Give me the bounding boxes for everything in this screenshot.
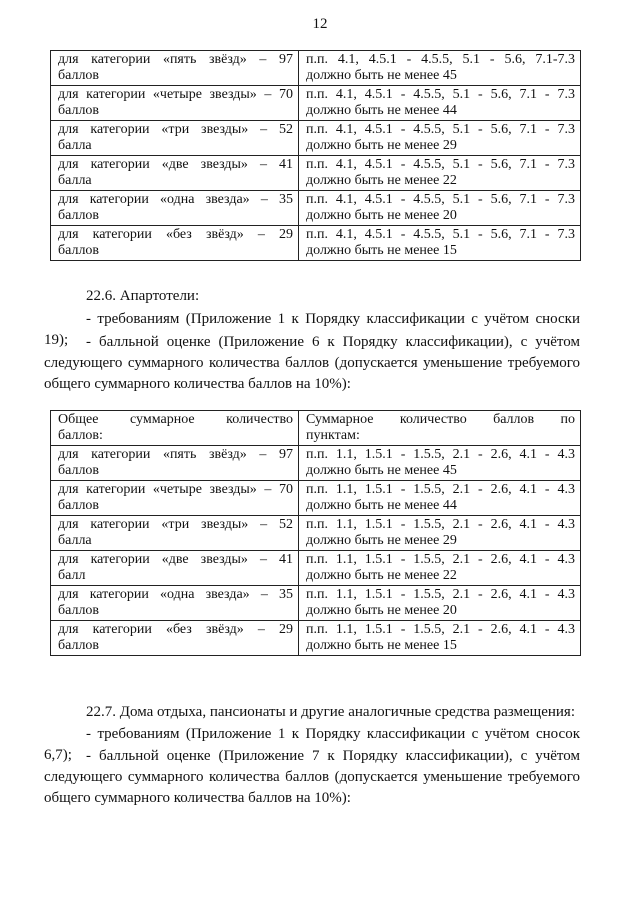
- table-row: [51, 586, 581, 621]
- category-text: для категории «две звезды» – 41: [58, 552, 293, 567]
- items-cell: [299, 51, 581, 86]
- category-text-cont: баллов: [58, 498, 100, 513]
- header-items-text-cont: пунктам:: [306, 428, 360, 443]
- table-hotel-scores: [50, 50, 581, 261]
- items-text-cont: должно быть не менее 22: [306, 173, 457, 188]
- items-text-cont: должно быть не менее 29: [306, 138, 457, 153]
- category-text: для категории «три звезды» – 52: [58, 517, 293, 532]
- header-total-text: Общее суммарное количество: [58, 412, 293, 427]
- items-text: п.п. 4.1, 4.5.1 - 4.5.5, 5.1 - 5.6, 7.1 - 7.3: [306, 122, 575, 137]
- category-text-cont: балл: [58, 568, 86, 583]
- table-apart-hotel-scores: [50, 410, 581, 656]
- category-cell: [51, 226, 299, 261]
- category-text-cont: балла: [58, 173, 92, 188]
- category-cell: [51, 621, 299, 656]
- section-22-6-heading: 22.6. Апартотели:: [86, 288, 200, 304]
- table-row: [51, 621, 581, 656]
- items-text-cont: должно быть не менее 44: [306, 103, 457, 118]
- category-text-cont: баллов: [58, 243, 100, 258]
- category-text: для категории «без звёзд» – 29: [58, 227, 293, 242]
- category-cell: [51, 551, 299, 586]
- category-text-cont: баллов: [58, 68, 100, 83]
- category-cell: [51, 191, 299, 226]
- table-row: [51, 121, 581, 156]
- category-text-cont: баллов: [58, 638, 100, 653]
- items-text-cont: должно быть не менее 22: [306, 568, 457, 583]
- table-row: [51, 446, 581, 481]
- items-cell: [299, 121, 581, 156]
- items-text-cont: должно быть не менее 29: [306, 533, 457, 548]
- items-text: п.п. 4.1, 4.5.1 - 4.5.5, 5.1 - 5.6, 7.1 - 7.3: [306, 192, 575, 207]
- table-row: [51, 51, 581, 86]
- header-items-text: Суммарное количество баллов по: [306, 412, 575, 427]
- category-text: для категории «без звёзд» – 29: [58, 622, 293, 637]
- category-cell: [51, 586, 299, 621]
- table-header-row: [51, 411, 581, 446]
- category-text: для категории «пять звёзд» – 97: [58, 447, 293, 462]
- items-text: п.п. 1.1, 1.5.1 - 1.5.5, 2.1 - 2.6, 4.1 - 4.3: [306, 517, 575, 532]
- header-items-cell: [299, 411, 581, 446]
- section-22-6-scoring: - балльной оценке (Приложение 6 к Порядку классификации), с учётом следующего суммарного количества баллов (допускается уменьшение требуемого общего суммарного количества баллов на 10%):: [44, 334, 580, 392]
- items-text-cont: должно быть не менее 20: [306, 208, 457, 223]
- items-text-cont: должно быть не менее 45: [306, 68, 457, 83]
- items-text-cont: должно быть не менее 20: [306, 603, 457, 618]
- category-text-cont: баллов: [58, 103, 100, 118]
- section-22-7-requirement: - требованиям (Приложение 1 к Порядку классификации с учётом сносок 6,7);: [44, 726, 580, 763]
- table-row: [51, 191, 581, 226]
- items-cell: [299, 481, 581, 516]
- category-cell: [51, 86, 299, 121]
- category-cell: [51, 446, 299, 481]
- category-text: для категории «одна звезда» – 35: [58, 587, 293, 602]
- items-text-cont: должно быть не менее 45: [306, 463, 457, 478]
- items-text: п.п. 1.1, 1.5.1 - 1.5.5, 2.1 - 2.6, 4.1 - 4.3: [306, 587, 575, 602]
- category-cell: [51, 156, 299, 191]
- items-text-cont: должно быть не менее 15: [306, 638, 457, 653]
- items-text-cont: должно быть не менее 44: [306, 498, 457, 513]
- items-text: п.п. 4.1, 4.5.1 - 4.5.5, 5.1 - 5.6, 7.1 - 7.3: [306, 87, 575, 102]
- section-22-7-scoring: - балльной оценке (Приложение 7 к Порядку классификации), с учётом следующего суммарного количества баллов (допускается уменьшение требуемого общего суммарного количества баллов на 10%):: [44, 748, 580, 806]
- table-row: [51, 86, 581, 121]
- category-text: для категории «пять звёзд» – 97: [58, 52, 293, 67]
- items-text: п.п. 4.1, 4.5.1 - 4.5.5, 5.1 - 5.6, 7.1 - 7.3: [306, 227, 575, 242]
- items-cell: [299, 621, 581, 656]
- header-total-cell: [51, 411, 299, 446]
- items-cell: [299, 446, 581, 481]
- category-cell: [51, 481, 299, 516]
- header-total-text-cont: баллов:: [58, 428, 103, 443]
- items-cell: [299, 586, 581, 621]
- items-cell: [299, 156, 581, 191]
- items-cell: [299, 191, 581, 226]
- table-row: [51, 516, 581, 551]
- table-row: [51, 156, 581, 191]
- section-22-6-requirement: - требованиям (Приложение 1 к Порядку классификации с учётом сноски 19);: [44, 311, 580, 348]
- section-22-7-heading: 22.7. Дома отдыха, пансионаты и другие аналогичные средства размещения:: [86, 704, 576, 720]
- category-cell: [51, 121, 299, 156]
- items-cell: [299, 551, 581, 586]
- items-cell: [299, 516, 581, 551]
- items-text: п.п. 1.1, 1.5.1 - 1.5.5, 2.1 - 2.6, 4.1 - 4.3: [306, 552, 575, 567]
- category-text-cont: баллов: [58, 603, 100, 618]
- category-cell: [51, 516, 299, 551]
- items-cell: [299, 86, 581, 121]
- category-text: для категории «четыре звезды» – 70: [58, 87, 293, 102]
- category-text-cont: баллов: [58, 463, 100, 478]
- category-text: для категории «одна звезда» – 35: [58, 192, 293, 207]
- items-text-cont: должно быть не менее 15: [306, 243, 457, 258]
- items-text: п.п. 1.1, 1.5.1 - 1.5.5, 2.1 - 2.6, 4.1 - 4.3: [306, 447, 575, 462]
- category-text: для категории «три звезды» – 52: [58, 122, 293, 137]
- table-row: [51, 226, 581, 261]
- category-text: для категории «четыре звезды» – 70: [58, 482, 293, 497]
- table-row: [51, 551, 581, 586]
- items-text: п.п. 4.1, 4.5.1 - 4.5.5, 5.1 - 5.6, 7.1 - 7.3: [306, 157, 575, 172]
- items-cell: [299, 226, 581, 261]
- items-text: п.п. 1.1, 1.5.1 - 1.5.5, 2.1 - 2.6, 4.1 - 4.3: [306, 482, 575, 497]
- items-text: п.п. 4.1, 4.5.1 - 4.5.5, 5.1 - 5.6, 7.1-7.3: [306, 52, 575, 67]
- items-text: п.п. 1.1, 1.5.1 - 1.5.5, 2.1 - 2.6, 4.1 - 4.3: [306, 622, 575, 637]
- page-number: 12: [312, 16, 328, 32]
- category-cell: [51, 51, 299, 86]
- category-text-cont: балла: [58, 533, 92, 548]
- category-text: для категории «две звезды» – 41: [58, 157, 293, 172]
- category-text-cont: баллов: [58, 208, 100, 223]
- table-row: [51, 481, 581, 516]
- category-text-cont: балла: [58, 138, 92, 153]
